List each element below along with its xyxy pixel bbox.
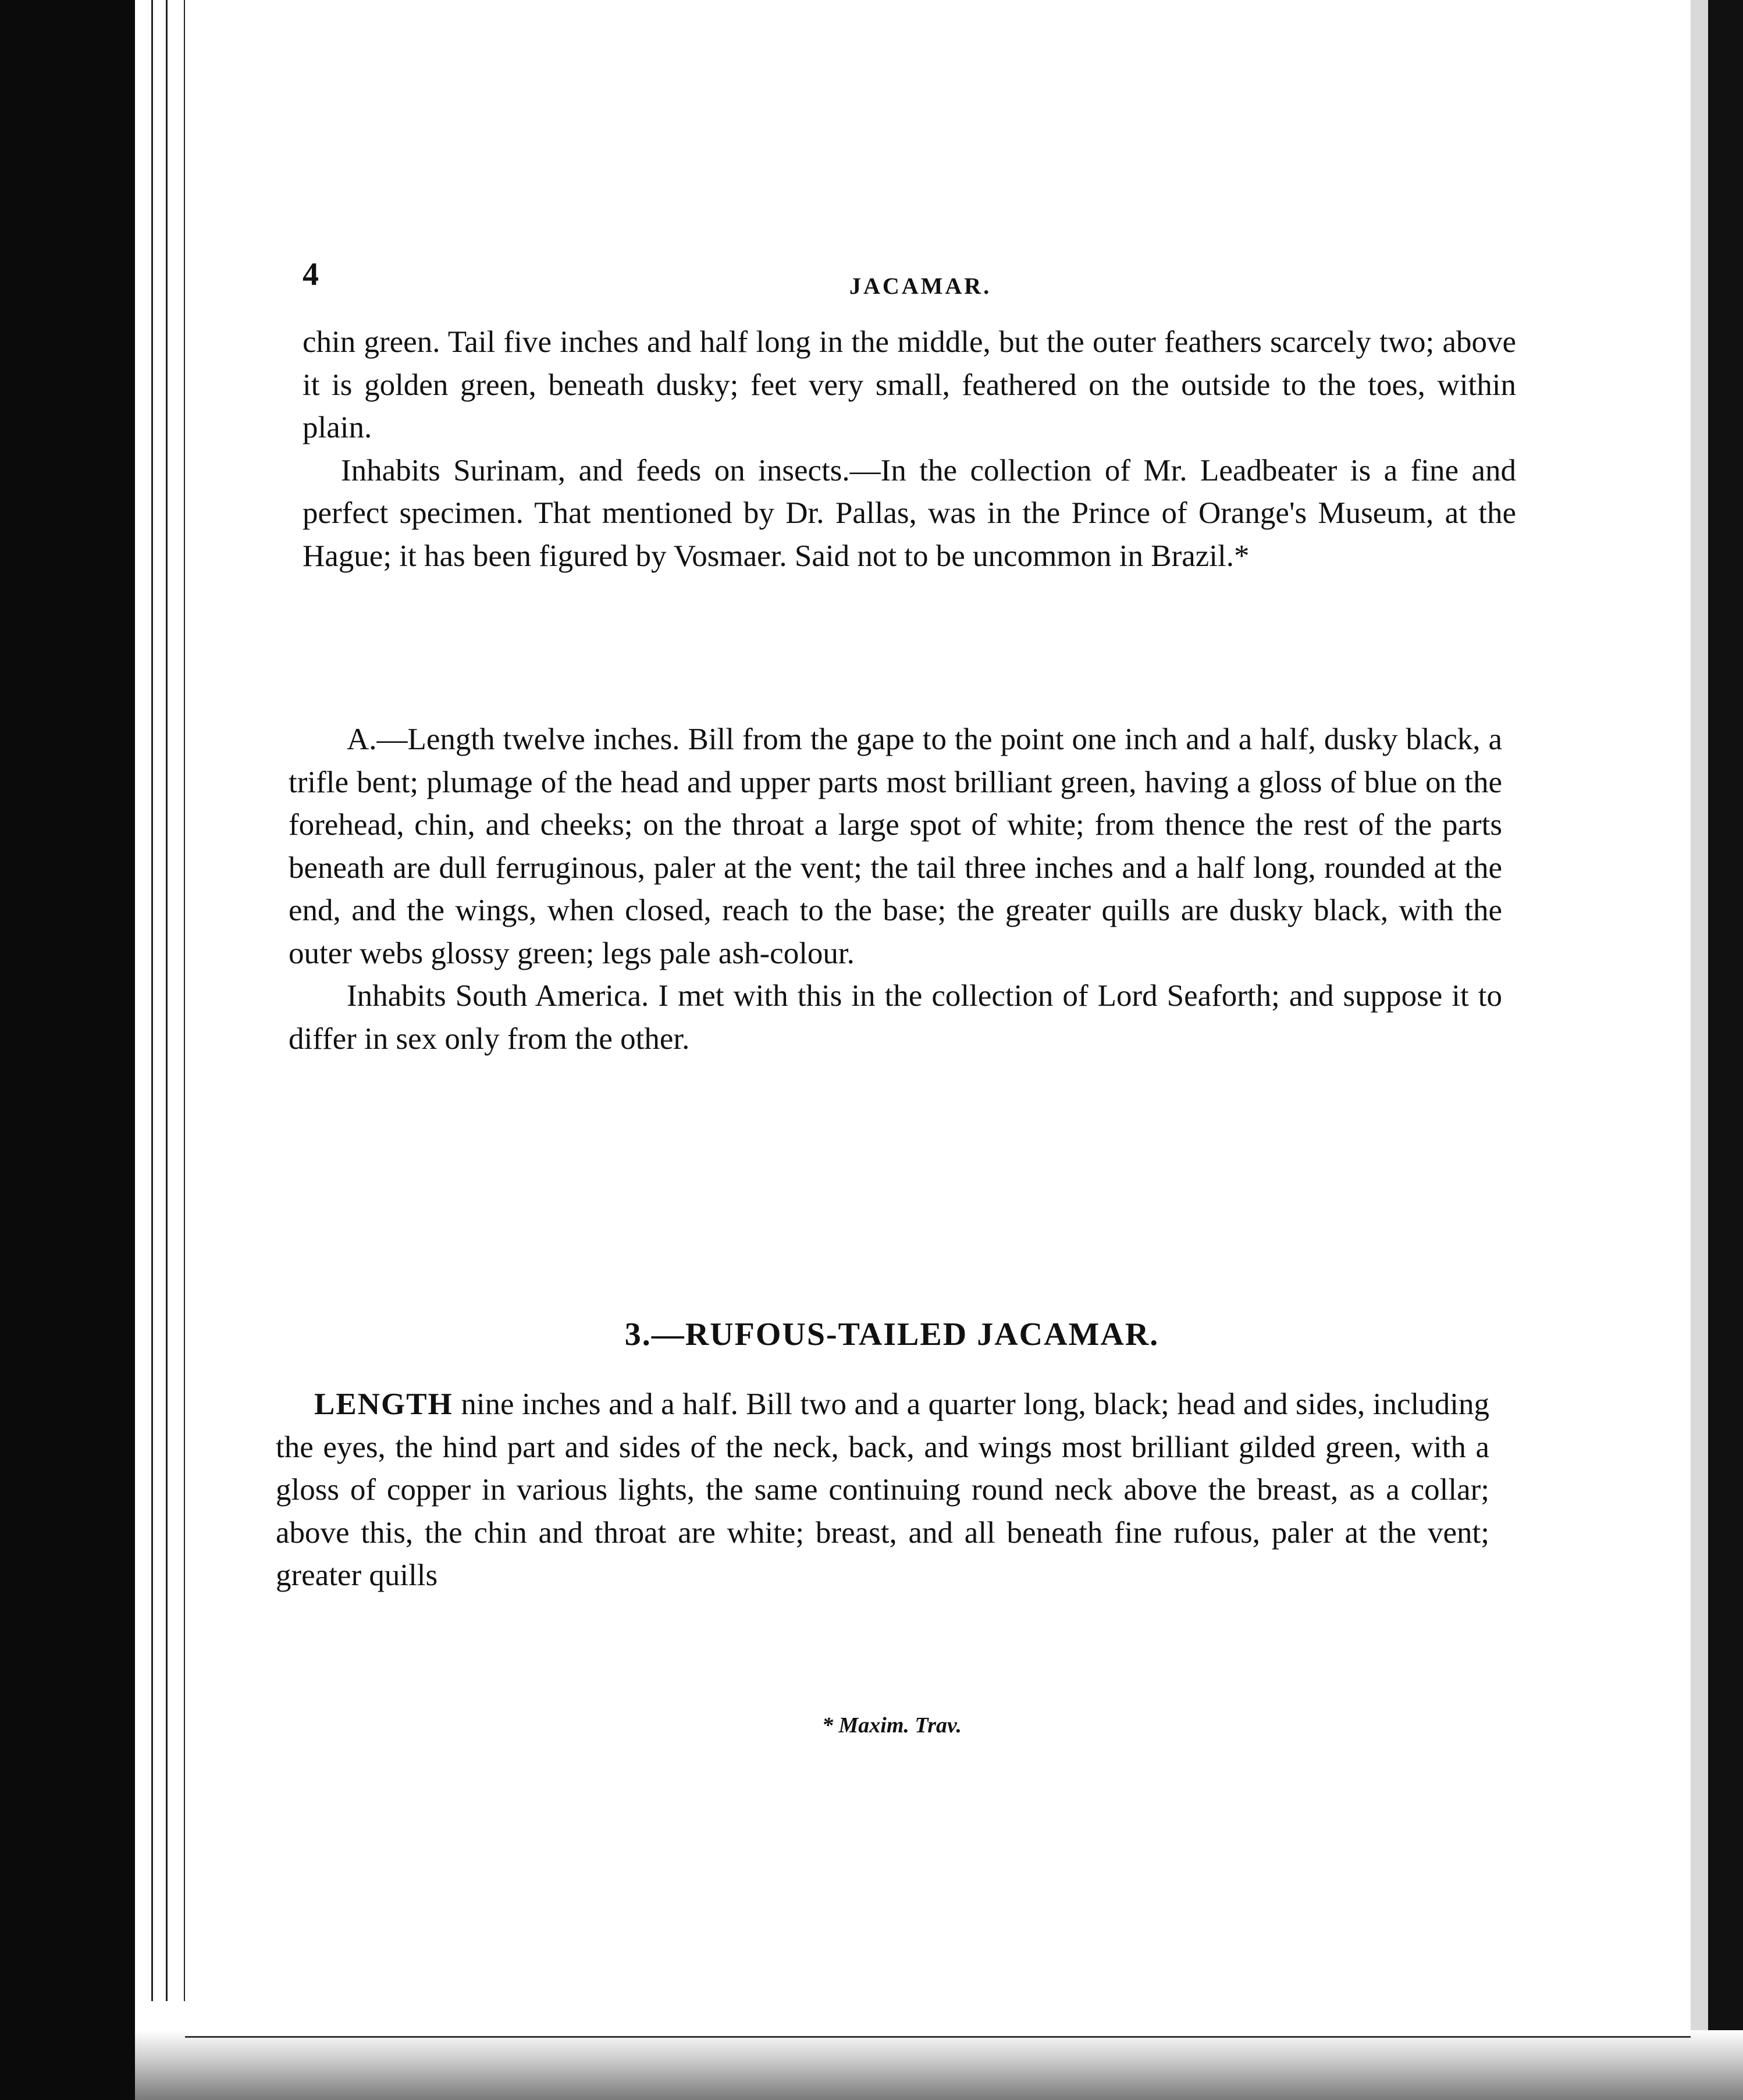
page-edge <box>153 0 168 2001</box>
running-head: JACAMAR. <box>849 273 992 299</box>
scanner-frame-right <box>1708 0 1743 2100</box>
section-description <box>276 1383 1489 1597</box>
scanner-frame-bottom <box>135 2030 1743 2100</box>
section-text: nine inches and a half. Bill two and a quarter long, black; head and sides, including the eyes, the hind part and sides of the neck, back, and wings most brilliant gilded green, with a gloss of copper in various lights, the same continuing round neck above the breast, as a collar; above this, the chin and throat are white; breast, and all beneath fine rufous, paler at the vent; greater quills <box>276 1387 1489 1592</box>
variety-habitat: Inhabits South America. I met with this in the collection of Lord Seaforth; and suppose it to differ in sex only from the other. <box>289 979 1502 1056</box>
section-heading: 3.—RUFOUS-TAILED JACAMAR. <box>624 1316 1159 1352</box>
page-edge <box>168 0 186 2001</box>
variety-description: A.—Length twelve inches. Bill from the gape to the point one inch and a half, dusky black, a trifle bent; plumage of the head and upper parts most brilliant green, having a gloss of blue on the forehead, chin, and cheeks; on the throat a large spot of white; from thence the rest of the parts beneath are dull ferruginous, paler at the vent; the tail three inches and a half long, rounded at the end, and the wings, when closed, reach to the base; the greater quills are dusky black, with the outer webs glossy green; legs pale ash-colour. <box>289 722 1502 970</box>
habitat-paragraph: Inhabits Surinam, and feeds on insects.—In the collection of Mr. Leadbeater is a fine and perfect specimen. That mentioned by Dr. Pallas, was in the Prince of Orange's Museum, at the Hague; it has been figured by Vosmaer. Said not to be uncommon in Brazil.* <box>303 453 1516 573</box>
footnote: * Maxim. Trav. <box>822 1713 962 1738</box>
page-edge-right <box>1691 0 1708 2100</box>
scanner-frame-left <box>0 0 135 2100</box>
lead-word: LENGTH <box>314 1387 453 1421</box>
continued-description <box>303 321 1516 578</box>
description-paragraph: chin green. Tail five inches and half long in the middle, but the outer feathers scarcely two; above it is golden green, beneath dusky; feet very small, feathered on the outside to the toes, within plain. <box>303 325 1516 444</box>
variety-a <box>289 718 1502 1060</box>
page-edge <box>135 0 153 2001</box>
page-number: 4 <box>303 257 319 293</box>
